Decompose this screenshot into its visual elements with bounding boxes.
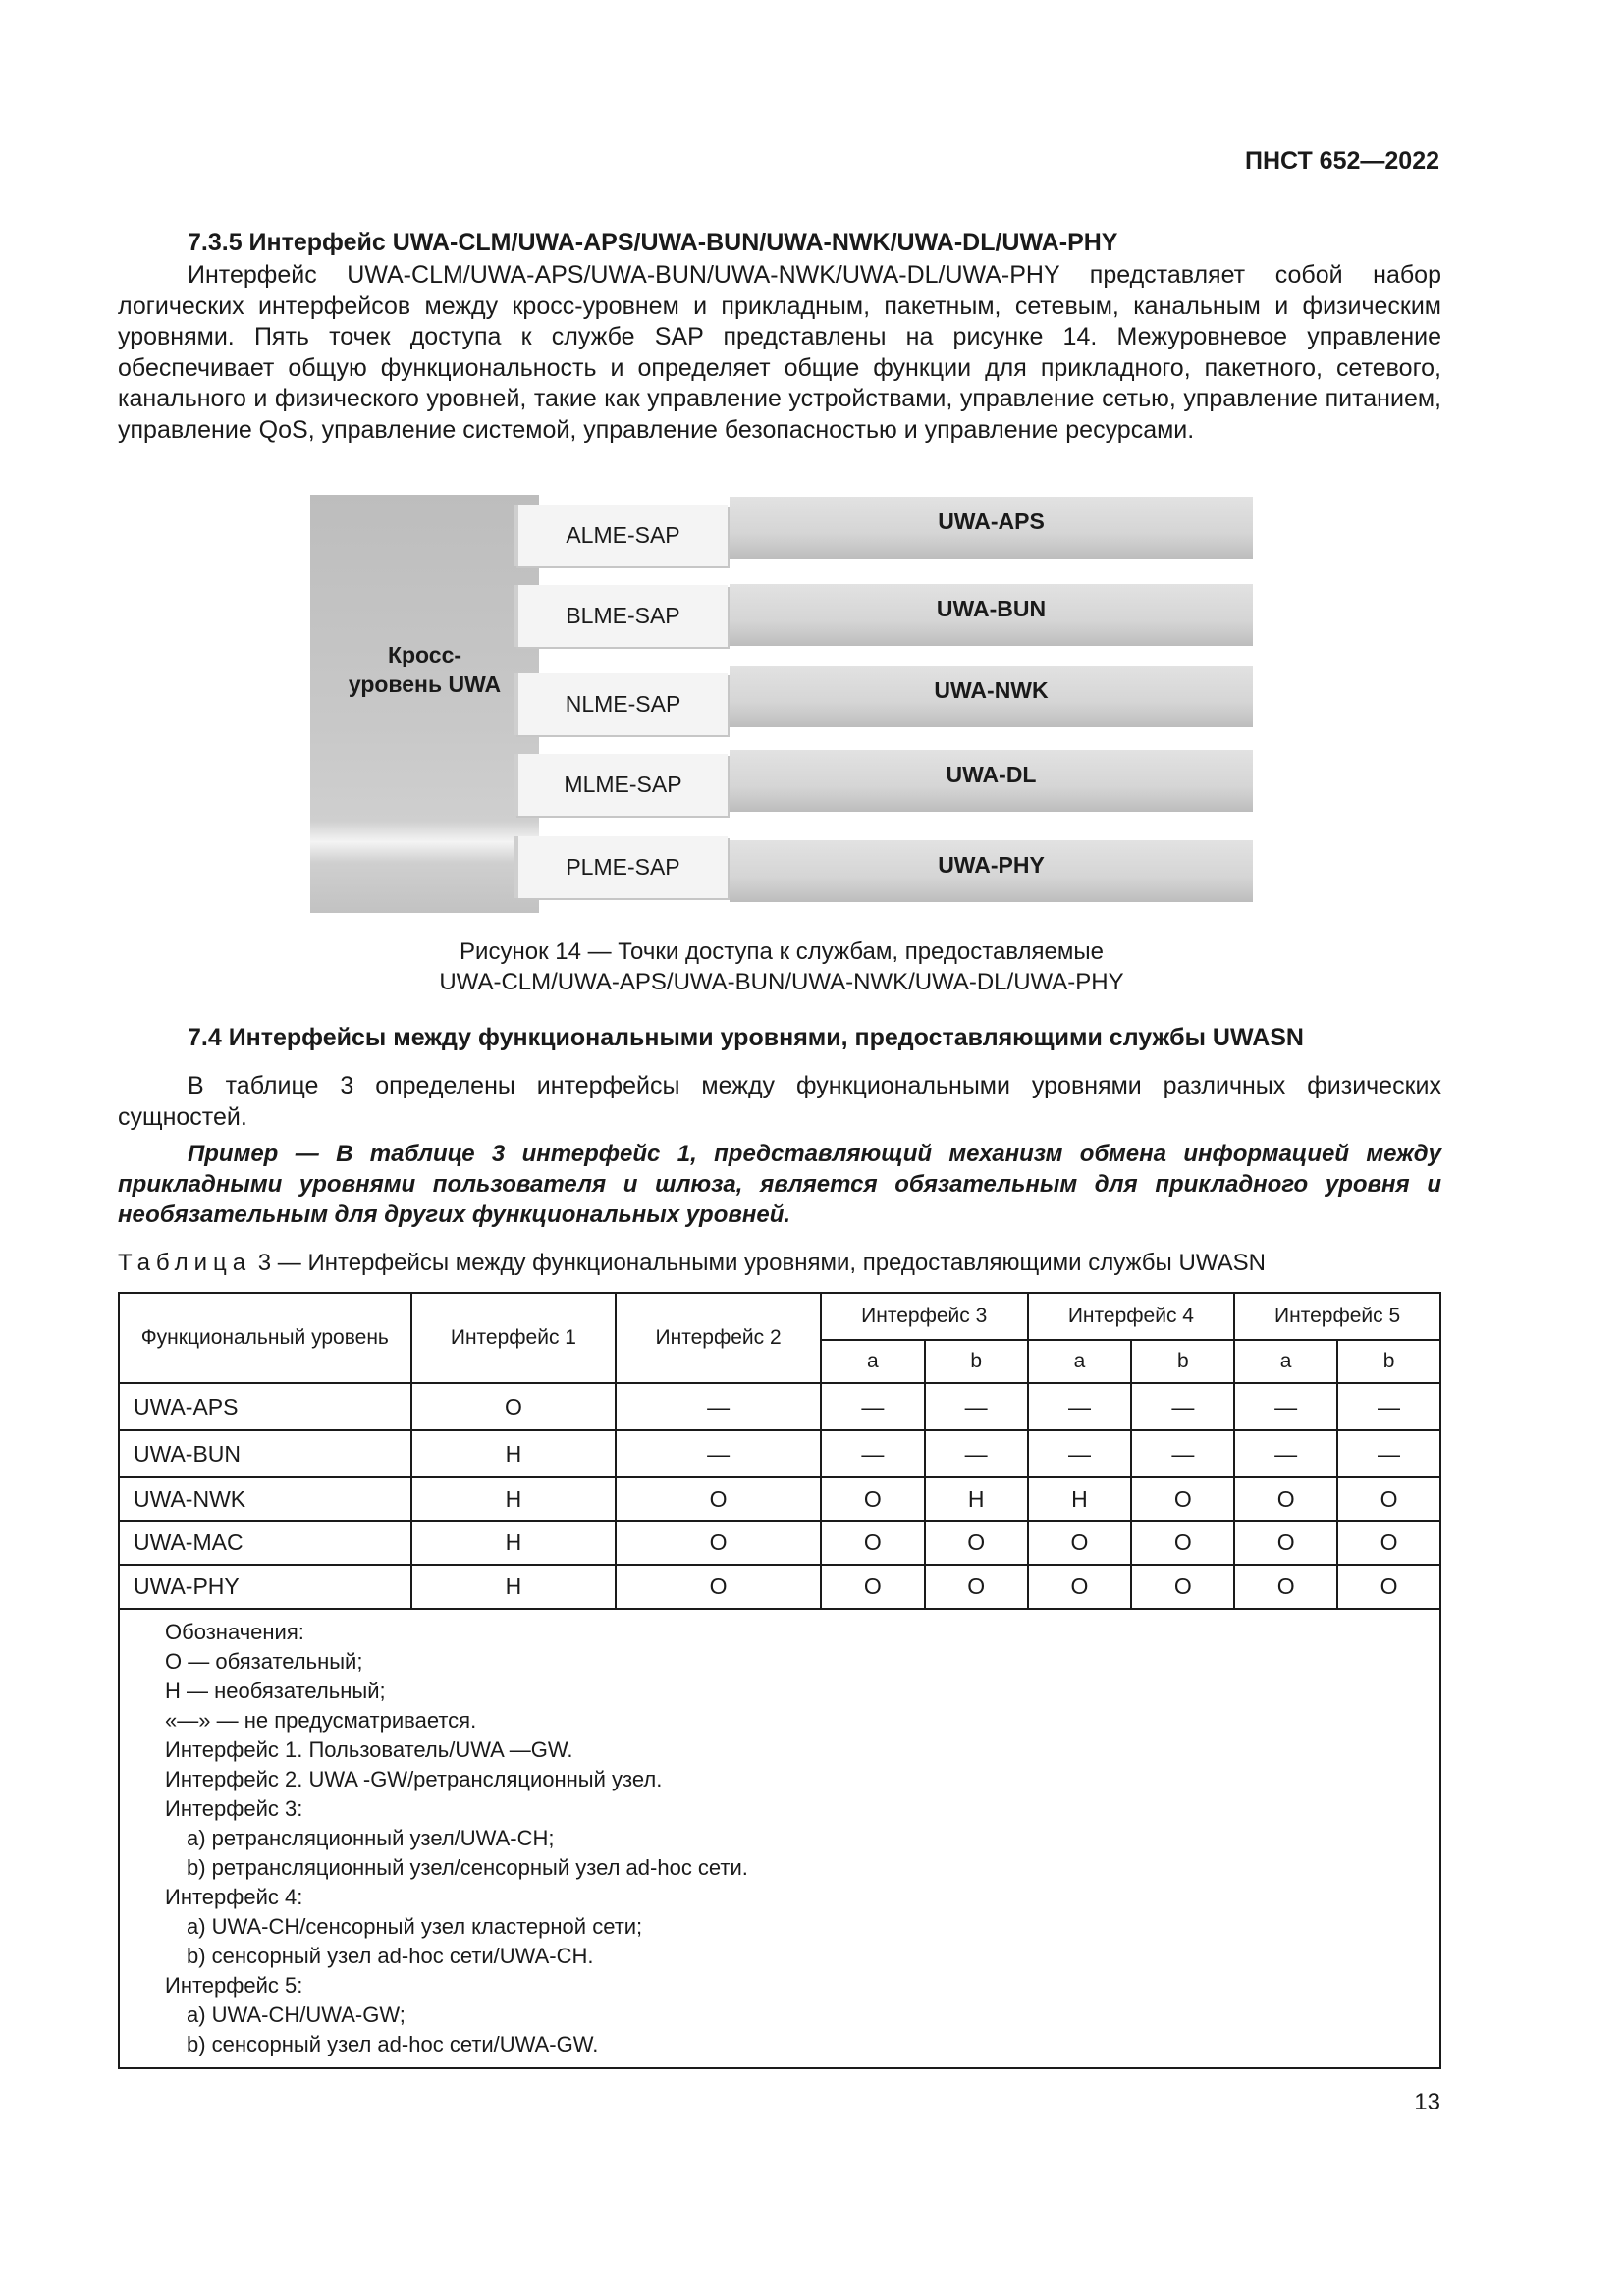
- header-if2: Интерфейс 2: [616, 1293, 821, 1383]
- cell: О: [1337, 1521, 1440, 1565]
- header-if5: Интерфейс 5: [1234, 1293, 1440, 1340]
- cell: О: [1028, 1565, 1132, 1609]
- document-id: ПНСТ 652—2022: [1245, 147, 1439, 175]
- note-line: Интерфейс 1. Пользователь/UWA —GW.: [165, 1737, 573, 1762]
- cell: —: [1234, 1430, 1337, 1477]
- cell: —: [1337, 1430, 1440, 1477]
- table-row: [119, 1521, 1440, 1565]
- note-line: Интерфейс 2. UWA -GW/ретрансляционный узел.: [165, 1767, 663, 1791]
- note-line: «—» — не предусматривается.: [165, 1708, 477, 1733]
- cell: —: [821, 1383, 925, 1430]
- figure-caption-line2: UWA-CLM/UWA-APS/UWA-BUN/UWA-NWK/UWA-DL/UWA-PHY: [439, 969, 1124, 995]
- layer-label-nwk: UWA-NWK: [934, 677, 1049, 703]
- cell: —: [1028, 1383, 1132, 1430]
- cell: О: [1234, 1565, 1337, 1609]
- cross-layer-label: [310, 640, 539, 699]
- example-paragraph: [118, 1139, 1441, 1230]
- cell: О: [1131, 1521, 1234, 1565]
- note-line: a) UWA-CH/UWA-GW;: [187, 2002, 406, 2027]
- header-if1: Интерфейс 1: [411, 1293, 617, 1383]
- sap-box-blme: BLME-SAP: [514, 585, 728, 647]
- cell: О: [821, 1565, 925, 1609]
- section-7-4-text: В таблице 3 определены интерфейсы между функциональными уровнями различных физических сущностей.: [118, 1072, 1441, 1131]
- cell: —: [925, 1430, 1028, 1477]
- page-number: 13: [1414, 2089, 1440, 2115]
- cell: —: [1131, 1430, 1234, 1477]
- table-notes: [119, 1609, 1440, 2068]
- sap-box-alme: ALME-SAP: [514, 505, 728, 566]
- note-line: b) сенсорный узел ad-hoc сети/UWA-GW.: [187, 2032, 599, 2056]
- cell: О: [1131, 1477, 1234, 1521]
- header-if3: Интерфейс 3: [821, 1293, 1028, 1340]
- figure-14: [310, 495, 1253, 913]
- header-if4-b: b: [1131, 1340, 1234, 1383]
- cell: О: [1028, 1521, 1132, 1565]
- note-line: Интерфейс 3:: [165, 1796, 303, 1821]
- row-level: UWA-BUN: [119, 1430, 411, 1477]
- row-level: UWA-NWK: [119, 1477, 411, 1521]
- header-if4: Интерфейс 4: [1028, 1293, 1235, 1340]
- cell: О: [821, 1477, 925, 1521]
- header-if5-a: a: [1234, 1340, 1337, 1383]
- cell: Н: [411, 1521, 617, 1565]
- layer-label-phy: UWA-PHY: [938, 852, 1045, 878]
- cross-layer-label-line2: уровень UWA: [348, 671, 502, 697]
- layer-box-phy: [730, 840, 1253, 902]
- table-caption-title: 3 — Интерфейсы между функциональными уровнями, предоставляющими службы UWASN: [257, 1250, 1266, 1276]
- cell: —: [1337, 1383, 1440, 1430]
- cell: О: [616, 1477, 821, 1521]
- section-7-3-5-text: Интерфейс UWA-CLM/UWA-APS/UWA-BUN/UWA-NWK/UWA-DL/UWA-PHY представляет собой набор логических интерфейсов между кросс-уровнем и прикладным, пакетным, сетевым, канальным и физическим уровнями. Пять точек доступа к службе SAP представлены на рисунке 14. Межуровневое управление обеспечивает общую функциональность и определяет общие функции для прикладного, пакетного, сетевого, канального и физического уровней, такие как управление устройствами, управление сетью, управление питанием, управление QoS, управление системой, управление безопасностью и управление ресурсами.: [118, 261, 1441, 444]
- header-if3-a: a: [821, 1340, 925, 1383]
- sap-box-plme: PLME-SAP: [514, 836, 728, 898]
- note-line: О — обязательный;: [165, 1649, 363, 1674]
- header-if4-a: a: [1028, 1340, 1132, 1383]
- cell: Н: [1028, 1477, 1132, 1521]
- cross-layer-label-line1: Кросс-: [387, 642, 462, 667]
- cell: О: [411, 1383, 617, 1430]
- cell: О: [925, 1565, 1028, 1609]
- cell: —: [1131, 1383, 1234, 1430]
- table-notes-row: [119, 1609, 1440, 2068]
- cell: —: [821, 1430, 925, 1477]
- figure-caption: [310, 936, 1253, 997]
- cell: О: [1234, 1477, 1337, 1521]
- table-caption-label: Таблица: [118, 1250, 252, 1276]
- sap-box-mlme: MLME-SAP: [514, 754, 728, 816]
- note-line: b) ретрансляционный узел/сенсорный узел ad-hoc сети.: [187, 1855, 748, 1880]
- cell: —: [616, 1430, 821, 1477]
- cell: —: [616, 1383, 821, 1430]
- header-level: Функциональный уровень: [119, 1293, 411, 1383]
- note-line: Н — необязательный;: [165, 1679, 386, 1703]
- layer-label-bun: UWA-BUN: [936, 596, 1047, 621]
- cell: Н: [925, 1477, 1028, 1521]
- row-level: UWA-MAC: [119, 1521, 411, 1565]
- cell: Н: [411, 1430, 617, 1477]
- header-if5-b: b: [1337, 1340, 1440, 1383]
- table-row: [119, 1477, 1440, 1521]
- table-caption: [118, 1250, 1266, 1277]
- cell: Н: [411, 1477, 617, 1521]
- cross-layer-block: [310, 495, 539, 913]
- cell: —: [925, 1383, 1028, 1430]
- note-line: a) UWA-CH/сенсорный узел кластерной сети;: [187, 1914, 643, 1939]
- figure-caption-line1: Рисунок 14 — Точки доступа к службам, предоставляемые: [460, 938, 1104, 965]
- cell: Н: [411, 1565, 617, 1609]
- section-7-3-5-paragraph: [118, 260, 1441, 447]
- table-header-row: [119, 1293, 1440, 1340]
- interfaces-table: [118, 1292, 1441, 2069]
- example-text: Пример — В таблице 3 интерфейс 1, представляющий механизм обмена информацией между прикладными уровнями пользователя и шлюза, является обязательным для прикладного уровня и необязательным для других функциональных уровней.: [118, 1141, 1441, 1228]
- cell: —: [1028, 1430, 1132, 1477]
- cell: О: [616, 1521, 821, 1565]
- cell: О: [1337, 1477, 1440, 1521]
- cell: —: [1234, 1383, 1337, 1430]
- cell: О: [925, 1521, 1028, 1565]
- layer-box-aps: [730, 497, 1253, 559]
- cell: О: [1337, 1565, 1440, 1609]
- section-7-4-paragraph: [118, 1071, 1441, 1133]
- table-row: [119, 1430, 1440, 1477]
- table-row: [119, 1383, 1440, 1430]
- cell: О: [1234, 1521, 1337, 1565]
- section-heading-7-4: 7.4 Интерфейсы между функциональными уровнями, предоставляющими службы UWASN: [188, 1024, 1304, 1051]
- layer-box-bun: [730, 584, 1253, 646]
- table-row: [119, 1565, 1440, 1609]
- row-level: UWA-PHY: [119, 1565, 411, 1609]
- note-line: Обозначения:: [165, 1620, 304, 1644]
- layer-label-aps: UWA-APS: [938, 508, 1045, 534]
- note-line: b) сенсорный узел ad-hoc сети/UWA-CH.: [187, 1944, 594, 1968]
- cell: О: [616, 1565, 821, 1609]
- header-if3-b: b: [925, 1340, 1028, 1383]
- layer-box-nwk: [730, 666, 1253, 727]
- section-heading-7-3-5: 7.3.5 Интерфейс UWA-CLM/UWA-APS/UWA-BUN/UWA-NWK/UWA-DL/UWA-PHY: [188, 229, 1118, 256]
- note-line: Интерфейс 5:: [165, 1973, 303, 1998]
- layer-box-dl: [730, 750, 1253, 812]
- cell: О: [821, 1521, 925, 1565]
- note-line: Интерфейс 4:: [165, 1885, 303, 1909]
- note-line: a) ретрансляционный узел/UWA-CH;: [187, 1826, 555, 1850]
- row-level: UWA-APS: [119, 1383, 411, 1430]
- sap-box-nlme: NLME-SAP: [514, 673, 728, 735]
- layer-label-dl: UWA-DL: [946, 762, 1037, 787]
- cell: О: [1131, 1565, 1234, 1609]
